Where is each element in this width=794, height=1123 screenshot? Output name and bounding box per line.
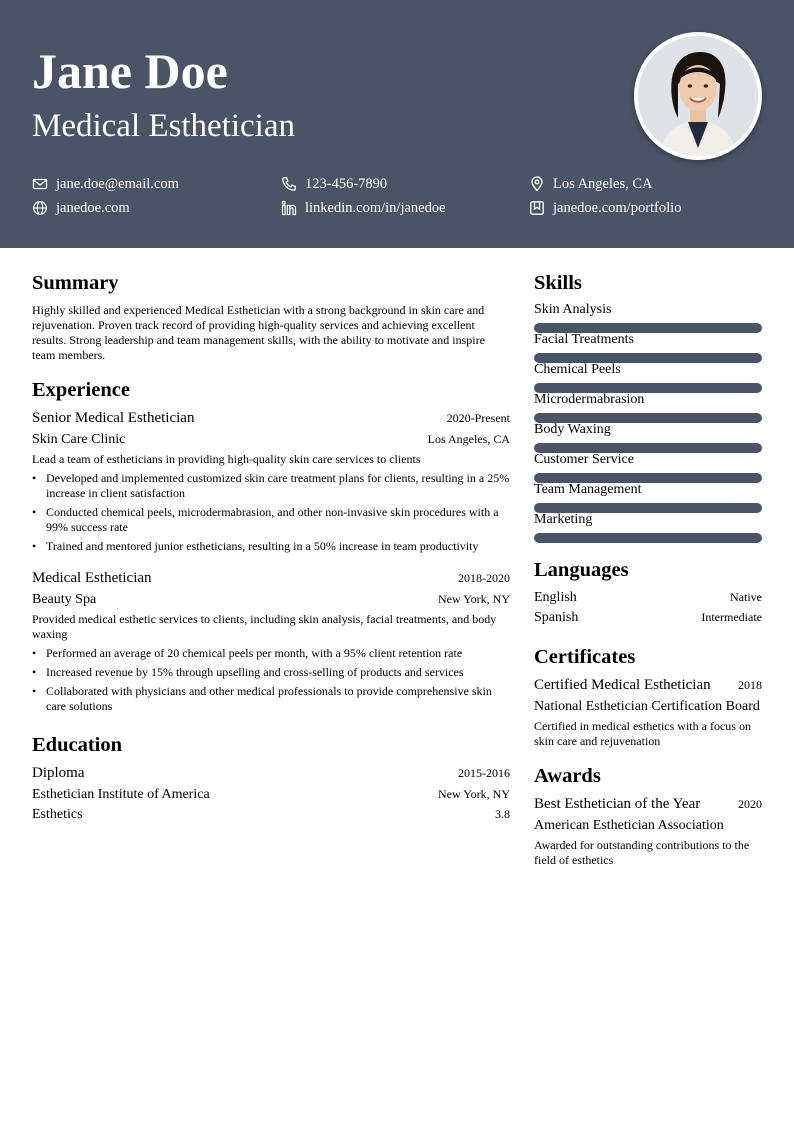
skill-label: Facial Treatments [534,332,634,347]
contact-portfolio[interactable] [529,200,681,216]
skill-bar [534,533,762,543]
job-1-location: Los Angeles, CA [427,432,510,446]
education-degree: Diploma [32,765,85,781]
award-description: Awarded for outstanding contributions to the field of esthetics [534,838,750,867]
languages-heading: Languages [534,559,629,581]
job-1-header [32,410,510,427]
job-1-bullets [32,471,510,558]
education-gpa: 3.8 [495,807,510,821]
list-item: • Conducted chemical peels, microdermabrasion, and other non-invasive skin procedures with a 99% success rate [32,505,510,535]
list-item: • Trained and mentored junior estheticians, resulting in a 50% increase in team productivity [32,539,510,554]
language-name: English [534,590,577,605]
summary-text: Highly skilled and experienced Medical Esthetician with a strong background in skin care and rejuvenation. Proven track record of providing high-quality services and achieving excellent results. Strong leadership and team management skills, with the ability to motivate and inspire team members. [32,303,485,362]
location-text: Los Angeles, CA [553,175,653,192]
education-field-row [32,807,510,823]
education-school-row [32,787,510,803]
skill-label: Body Waxing [534,422,611,437]
certificate-issuer: National Esthetician Certification Board [534,699,760,714]
education-heading: Education [32,734,122,756]
job-1-company-row [32,432,510,448]
list-item: • Performed an average of 20 chemical peels per month, with a 95% client retention rate [32,646,510,661]
envelope-icon [32,176,48,192]
job-2-company-row [32,592,510,608]
portfolio-icon [529,200,545,216]
list-item: • Developed and implemented customized skin care treatment plans for clients, resulting in a 25% increase in client satisfaction [32,471,510,501]
website-text: janedoe.com [56,199,130,216]
language-name: Spanish [534,610,579,625]
resume-header [0,0,794,248]
contact-linkedin[interactable] [281,200,446,216]
skill-label: Marketing [534,512,593,527]
education-dates: 2015-2016 [458,766,510,780]
contact-email[interactable] [32,176,179,192]
portfolio-text: janedoe.com/portfolio [553,199,682,216]
avatar [638,36,758,156]
certificate-row [534,677,762,694]
list-item: • Collaborated with physicians and other medical professionals to provide comprehensive skin care solutions [32,684,510,714]
phone-text: 123-456-7890 [305,175,388,192]
certificate-name: Certified Medical Esthetician [534,677,711,693]
award-year: 2020 [738,797,762,811]
skill-label: Skin Analysis [534,302,612,317]
skills-heading: Skills [534,272,582,294]
skill-label: Customer Service [534,452,634,467]
certificate-year: 2018 [738,678,762,692]
summary-heading: Summary [32,272,119,294]
education-field: Esthetics [32,807,83,822]
job-1-company: Skin Care Clinic [32,432,126,447]
job-2-location: New York, NY [437,592,510,606]
email-text: jane.doe@email.com [56,175,179,192]
certificates-heading: Certificates [534,646,636,668]
job-2-company: Beauty Spa [32,592,97,607]
job-2-dates: 2018-2020 [458,571,510,585]
location-pin-icon [529,176,545,192]
job-2-bullets [32,646,510,718]
contact-website[interactable] [32,200,130,216]
award-name: Best Esthetician of the Year [534,796,701,812]
phone-icon [281,176,297,192]
language-level: Native [730,590,762,604]
awards-heading: Awards [534,765,601,787]
award-row [534,796,762,813]
job-1-role: Senior Medical Esthetician [32,410,195,426]
job-2-role: Medical Esthetician [32,570,152,586]
education-degree-row [32,765,510,782]
skill-label: Microdermabrasion [534,392,645,407]
job-2-description: Provided medical esthetic services to clients, including skin analysis, facial treatments, and body waxing [32,612,497,641]
job-1-dates: 2020-Present [446,411,510,425]
skill-label: Chemical Peels [534,362,621,377]
candidate-name: Jane Doe [32,43,228,99]
job-title: Medical Esthetician [32,108,295,144]
job-1-description: Lead a team of estheticians in providing high-quality skin care services to clients [32,452,421,466]
globe-icon [32,200,48,216]
language-row-spanish [534,610,762,626]
education-school: Esthetician Institute of America [32,787,210,802]
job-2-header [32,570,510,587]
experience-heading: Experience [32,379,130,401]
profile-photo [634,32,762,160]
linkedin-icon [281,200,297,216]
award-issuer: American Esthetician Association [534,818,724,833]
language-level: Intermediate [701,610,762,624]
list-item: • Increased revenue by 15% through upselling and cross-selling of products and services [32,665,510,680]
education-location: New York, NY [437,787,510,801]
contact-location [529,176,652,192]
certificate-description: Certified in medical esthetics with a focus on skin care and rejuvenation [534,719,751,748]
skill-label: Team Management [534,482,642,497]
linkedin-text: linkedin.com/in/janedoe [305,199,446,216]
language-row-english [534,590,762,606]
contact-phone[interactable] [281,176,387,192]
